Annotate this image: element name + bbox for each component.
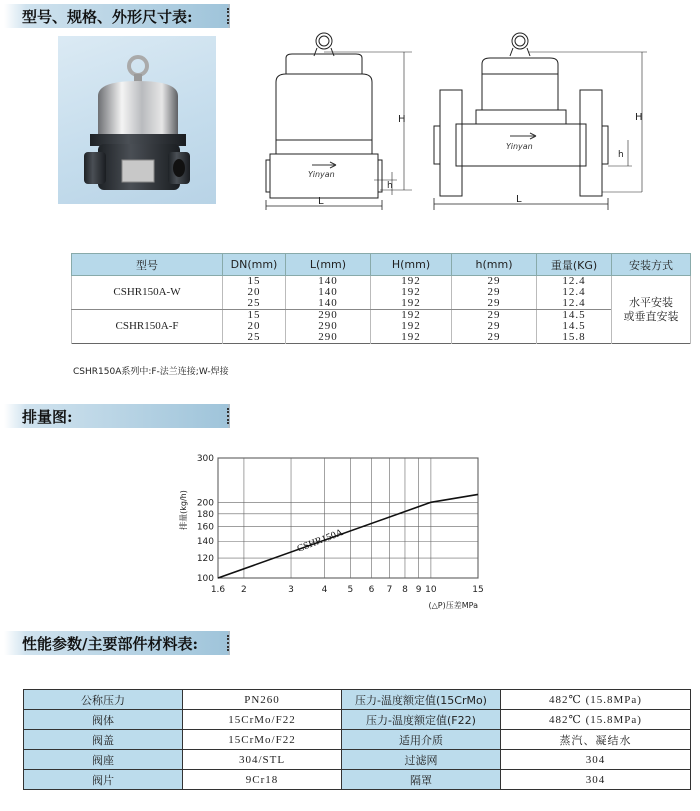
value-cell: 15CrMo/F22 — [183, 730, 342, 750]
chart-grid — [218, 458, 478, 578]
cell: 15 — [223, 310, 286, 322]
cell: 140 — [286, 287, 371, 298]
header-divider — [227, 408, 231, 424]
cell: 192 — [371, 287, 452, 298]
x-tick-label: 3 — [288, 585, 294, 595]
cell: 15.8 — [537, 332, 612, 344]
col-header: h(mm) — [452, 254, 537, 276]
dimension-drawing-welded — [262, 30, 422, 210]
dim-h-label: h — [618, 150, 624, 160]
label-cell: 压力-温度额定值(15CrMo) — [342, 690, 501, 710]
cell: 15 — [223, 276, 286, 288]
table-row — [24, 770, 691, 790]
label-cell: 适用介质 — [342, 730, 501, 750]
series-line-cshr150a — [218, 494, 478, 578]
cell: 20 — [223, 287, 286, 298]
mount-line: 水平安装 — [629, 295, 673, 309]
col-header: 安装方式 — [612, 254, 691, 276]
spec-table — [71, 253, 691, 344]
col-header: 型号 — [72, 254, 223, 276]
flow-chart — [160, 448, 500, 618]
label-cell: 阀座 — [24, 750, 183, 770]
cell: 192 — [371, 332, 452, 344]
dim-h-label: h — [387, 181, 393, 191]
value-cell: PN260 — [183, 690, 342, 710]
x-tick-label: 4 — [321, 585, 328, 595]
col-header: L(mm) — [286, 254, 371, 276]
label-cell: 压力-温度额定值(F22) — [342, 710, 501, 730]
brand-mark: Yinyan — [308, 170, 335, 179]
cell: 14.5 — [537, 321, 612, 332]
y-tick-label: 120 — [196, 554, 214, 565]
y-tick-label: 180 — [196, 509, 214, 520]
label-cell: 过滤网 — [342, 750, 501, 770]
table-row — [24, 750, 691, 770]
cell: 12.4 — [537, 276, 612, 288]
product-photo — [58, 36, 216, 204]
brand-mark: Yinyan — [506, 142, 533, 151]
section-header-material — [4, 631, 230, 655]
cell: 140 — [286, 298, 371, 310]
table-row — [72, 276, 691, 288]
x-tick-label: 15 — [472, 585, 484, 595]
cell: 25 — [223, 332, 286, 344]
cell: 29 — [452, 321, 537, 332]
col-header: H(mm) — [371, 254, 452, 276]
x-axis-label: (△P)压差MPa — [428, 601, 478, 610]
mount-line: 或垂直安装 — [623, 309, 679, 323]
steam-trap-illustration — [58, 36, 216, 204]
y-axis-label: 排量(kg/h) — [179, 490, 188, 530]
table-row — [24, 690, 691, 710]
section-header-chart — [4, 404, 230, 428]
table-note: CSHR150A系列中:F-法兰连接;W-焊接 — [73, 367, 229, 377]
cell: 192 — [371, 321, 452, 332]
x-tick-label: 1.6 — [210, 585, 226, 595]
cell: 20 — [223, 321, 286, 332]
cell: 29 — [452, 332, 537, 344]
y-tick-label: 100 — [196, 574, 214, 584]
plot-frame — [218, 458, 478, 578]
material-table — [23, 689, 691, 790]
x-tick-label: 2 — [241, 585, 247, 595]
y-tick-label: 200 — [196, 498, 214, 509]
cell: 14.5 — [537, 310, 612, 322]
section-title: 型号、规格、外形尺寸表: — [22, 8, 193, 26]
cell: 192 — [371, 298, 452, 310]
y-tick-label: 300 — [196, 454, 214, 464]
cell: 25 — [223, 298, 286, 310]
cell: 12.4 — [537, 298, 612, 310]
label-cell: 公称压力 — [24, 690, 183, 710]
mount-cell — [612, 276, 691, 344]
label-cell: 隔罩 — [342, 770, 501, 790]
x-tick-label: 8 — [402, 585, 408, 595]
series-label: CSHR150A — [295, 527, 345, 555]
chart-ticks — [197, 454, 484, 595]
cell: 12.4 — [537, 287, 612, 298]
x-tick-label: 7 — [386, 585, 393, 595]
value-cell: 15CrMo/F22 — [183, 710, 342, 730]
cell: 29 — [452, 287, 537, 298]
y-tick-label: 140 — [196, 537, 214, 548]
header-divider — [227, 635, 231, 651]
table-row — [24, 710, 691, 730]
cell: 140 — [286, 276, 371, 288]
cell: 290 — [286, 310, 371, 322]
value-cell: 304/STL — [183, 750, 342, 770]
value-cell: 9Cr18 — [183, 770, 342, 790]
col-header: DN(mm) — [223, 254, 286, 276]
x-tick-label: 9 — [415, 585, 422, 595]
cell: 29 — [452, 298, 537, 310]
cell: 290 — [286, 321, 371, 332]
x-tick-label: 5 — [347, 585, 354, 595]
value-cell: 蒸汽、凝结水 — [501, 730, 691, 750]
value-cell: 482℃ (15.8MPa) — [501, 690, 691, 710]
spec-header-row — [72, 254, 691, 276]
dim-H-label: H — [635, 112, 643, 123]
label-cell: 阀片 — [24, 770, 183, 790]
cell: 29 — [452, 276, 537, 288]
dim-L-label: L — [318, 196, 324, 207]
cell: 192 — [371, 276, 452, 288]
header-divider — [227, 8, 231, 24]
table-row — [24, 730, 691, 750]
value-cell: 482℃ (15.8MPa) — [501, 710, 691, 730]
value-cell: 304 — [501, 750, 691, 770]
model-cell: CSHR150A-W — [72, 276, 223, 310]
cell: 29 — [452, 310, 537, 322]
cell: 290 — [286, 332, 371, 344]
x-tick-label: 6 — [368, 585, 375, 595]
dim-H-label: H — [398, 114, 406, 125]
label-cell: 阀体 — [24, 710, 183, 730]
model-cell: CSHR150A-F — [72, 310, 223, 344]
section-title: 性能参数/主要部件材料表: — [22, 635, 199, 653]
table-row — [72, 310, 691, 322]
section-header-spec — [4, 4, 230, 28]
value-cell: 304 — [501, 770, 691, 790]
dim-L-label: L — [516, 194, 522, 205]
y-tick-label: 160 — [196, 522, 214, 533]
x-tick-label: 10 — [425, 585, 437, 595]
col-header: 重量(KG) — [537, 254, 612, 276]
section-title: 排量图: — [22, 408, 73, 426]
cell: 192 — [371, 310, 452, 322]
dimension-drawing-flanged — [432, 30, 652, 210]
label-cell: 阀盖 — [24, 730, 183, 750]
